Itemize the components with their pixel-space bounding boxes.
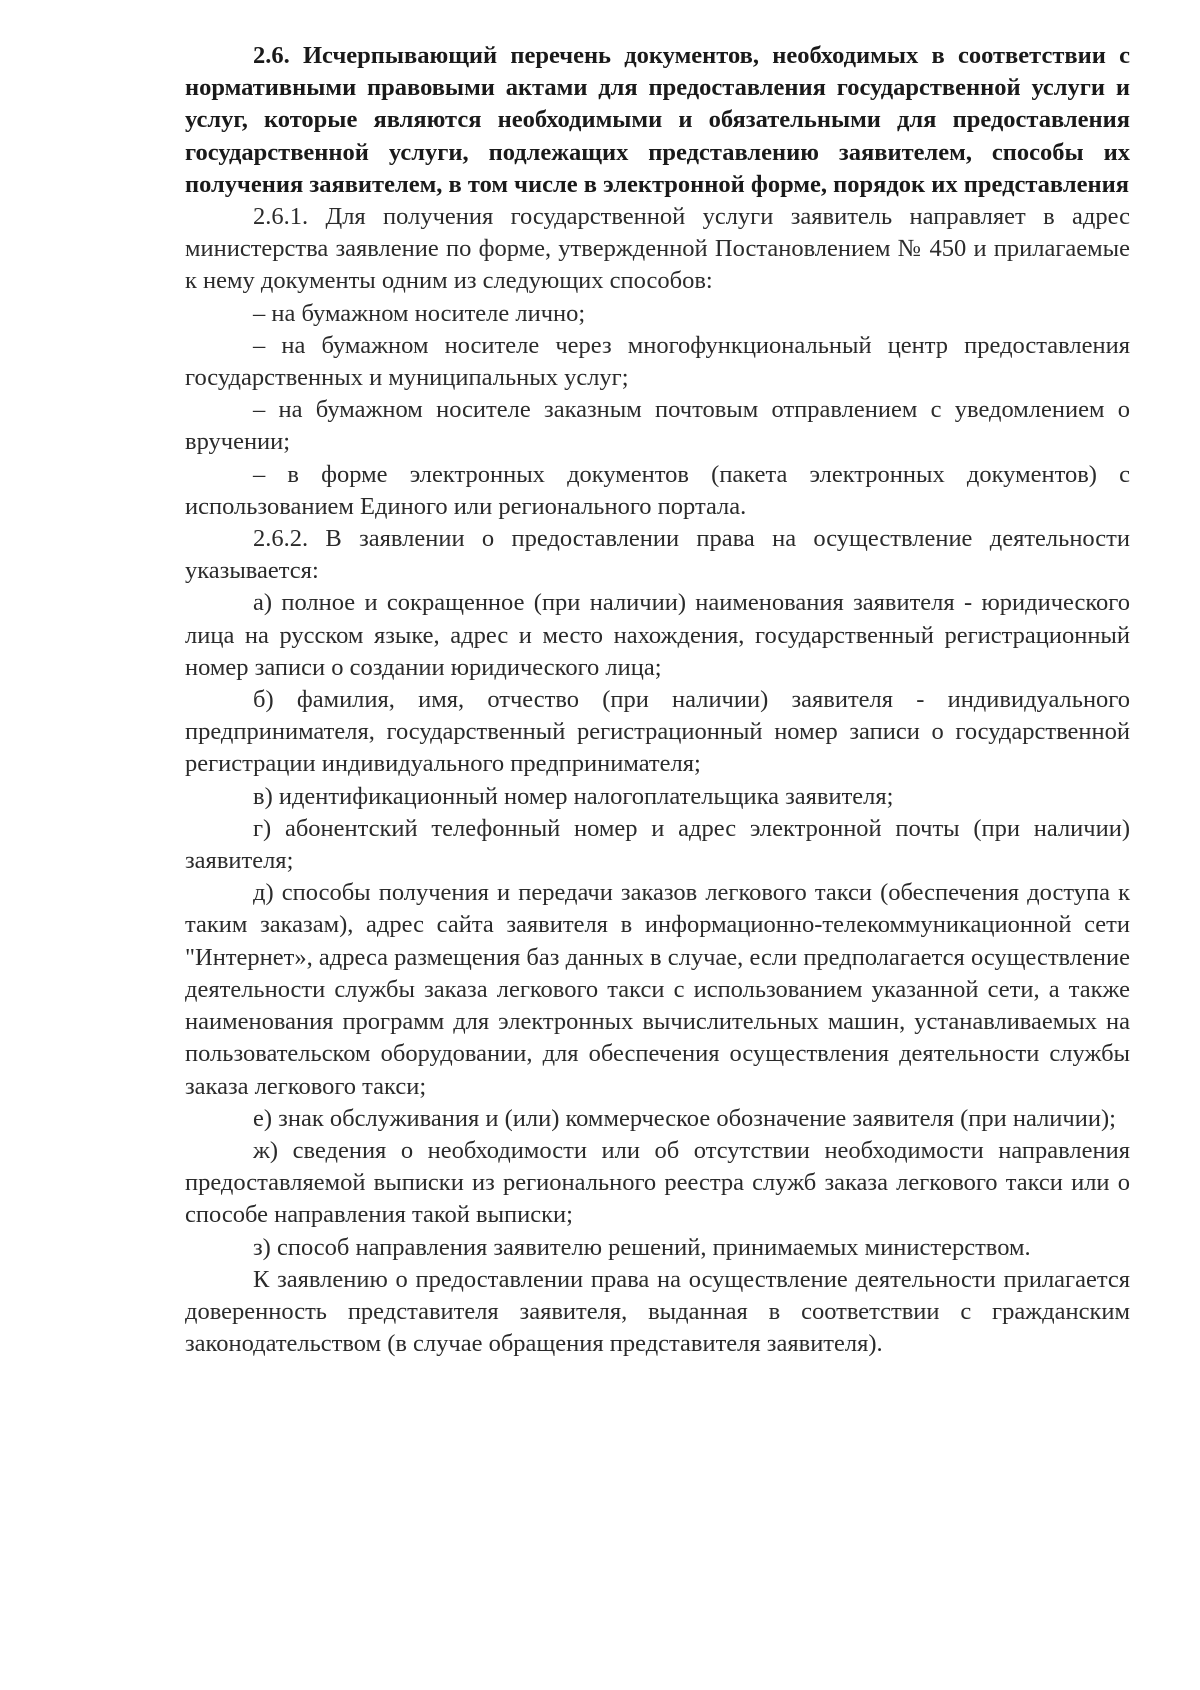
list-item-v: в) идентификационный номер налогоплательщика заявителя; [253, 782, 894, 810]
list-item-paper-mail: – на бумажном носителе заказным почтовым отправлением с уведомлением о вручении; [185, 396, 1130, 456]
list-item-zh: ж) сведения о необходимости или об отсутствии необходимости направления предоставляемой выписки из регионального реестра служб заказа легкового такси или о способе направления такой выписки; [185, 1136, 1130, 1229]
list-item-b: б) фамилия, имя, отчество (при наличии) заявителя - индивидуального предпринимателя, государственный регистрационный номер записи о государственной регистрации индивидуального предпринимателя; [185, 686, 1130, 778]
list-item-g: г) абонентский телефонный номер и адрес электронной почты (при наличии) заявителя; [185, 814, 1130, 875]
document-page [185, 40, 1130, 1360]
paragraph-2-6-2: 2.6.2. В заявлении о предоставлении права на осуществление деятельности указывается: [185, 525, 1130, 585]
list-item-e: е) знак обслуживания и (или) коммерческое обозначение заявителя (при наличии); [253, 1104, 1116, 1132]
list-item-paper-mfc: – на бумажном носителе через многофункциональный центр предоставления государственных и муниципальных услуг; [185, 331, 1130, 392]
list-item-a: а) полное и сокращенное (при наличии) наименования заявителя - юридического лица на русском языке, адрес и место нахождения, государственный регистрационный номер записи о создании юридического лица; [185, 589, 1130, 681]
list-item-z: з) способ направления заявителю решений, принимаемых министерством. [253, 1233, 1031, 1261]
list-item-electronic: – в форме электронных документов (пакета электронных документов) с использованием Единого или регионального портала. [185, 460, 1130, 520]
paragraph-2-6-1: 2.6.1. Для получения государственной услуги заявитель направляет в адрес министерства заявление по форме, утвержденной Постановлением № 450 и прилагаемые к нему документы одним из следующих способов: [185, 203, 1130, 295]
paragraph-attachment: К заявлению о предоставлении права на осуществление деятельности прилагается доверенность представителя заявителя, выданная в соответствии с гражданским законодательством (в случае обращения представителя заявителя). [185, 1265, 1130, 1358]
list-item-d: д) способы получения и передачи заказов легкового такси (обеспечения доступа к таким заказам), адрес сайта заявителя в информационно-телекоммуникационной сети "Интернет», адреса размещения баз данных в случае, если предполагается осуществление деятельности службы заказа легкового такси с использованием указанной сети, а также наименования программ для электронных вычислительных машин, устанавливаемых на пользовательском оборудовании, для обеспечения осуществления деятельности службы заказа легкового такси; [185, 879, 1130, 1100]
section-heading: 2.6. Исчерпывающий перечень документов, необходимых в соответствии с нормативными правовыми актами для предоставления государственной услуги и услуг, которые являются необходимыми и обязательными для предоставления государственной услуги, подлежащих представлению заявителем, способы их получения заявителем, в том числе в электронной форме, порядок их представления [185, 42, 1130, 198]
list-item-paper-in-person: – на бумажном носителе лично; [253, 299, 586, 327]
